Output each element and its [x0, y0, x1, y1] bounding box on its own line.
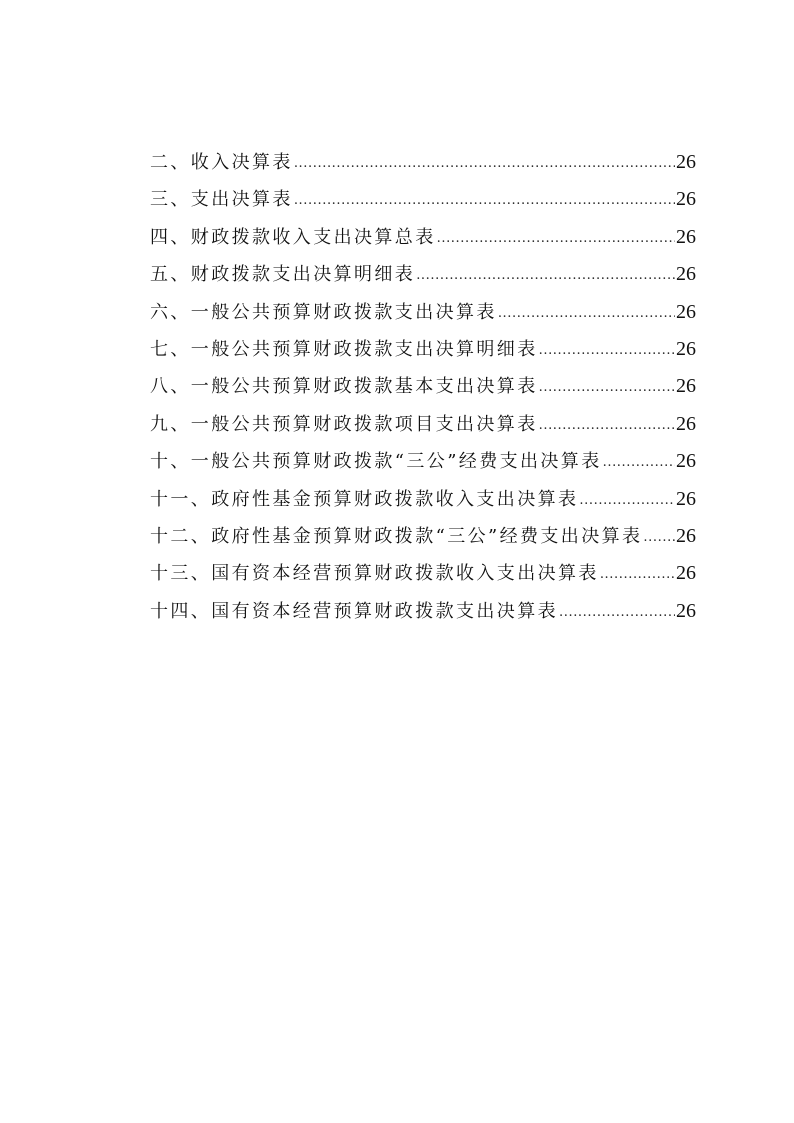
toc-entry-5[interactable]	[150, 256, 696, 293]
toc-dot-leader	[579, 480, 675, 519]
toc-entry-label: 十一、政府性基金预算财政拨款收入支出决算表	[150, 488, 579, 510]
toc-entry-label: 四、财政拨款收入支出决算总表	[150, 226, 436, 248]
toc-entry-10[interactable]	[150, 443, 696, 480]
toc-entry-label: 九、一般公共预算财政拨款项目支出决算表	[150, 413, 538, 435]
toc-page-number: 26	[676, 562, 696, 585]
toc-entry-6[interactable]	[150, 294, 696, 331]
toc-page-number: 26	[676, 225, 696, 248]
toc-entry-12[interactable]	[150, 518, 696, 555]
toc-page-number: 26	[676, 300, 696, 323]
toc-page-number: 26	[676, 450, 696, 473]
toc-entry-label: 五、财政拨款支出决算明细表	[150, 264, 416, 286]
toc-entry-label: 六、一般公共预算财政拨款支出决算表	[150, 301, 497, 323]
toc-entry-13[interactable]	[150, 555, 696, 592]
toc-dot-leader	[294, 143, 675, 182]
toc-page-number: 26	[676, 487, 696, 510]
toc-page-number: 26	[676, 188, 696, 211]
toc-entry-2[interactable]	[150, 144, 696, 181]
toc-dot-leader	[437, 218, 675, 257]
toc-entry-label: 十、一般公共预算财政拨款“三公”经费支出决算表	[150, 451, 602, 473]
toc-dot-leader	[498, 293, 675, 332]
toc-page-number: 26	[676, 599, 696, 622]
toc-entry-label: 十四、国有资本经营预算财政拨款支出决算表	[150, 600, 558, 622]
toc-dot-leader	[416, 255, 675, 294]
toc-entry-label: 三、支出决算表	[150, 189, 293, 211]
toc-entry-label: 二、收入决算表	[150, 152, 293, 173]
toc-page-number: 26	[676, 337, 696, 360]
toc-page-number: 26	[676, 263, 696, 286]
toc-entry-label: 十二、政府性基金预算财政拨款“三公”经费支出决算表	[150, 525, 643, 547]
toc-entry-label: 八、一般公共预算财政拨款基本支出决算表	[150, 376, 538, 398]
toc-dot-leader	[603, 442, 675, 481]
toc-dot-leader	[643, 517, 675, 556]
toc-entry-7[interactable]	[150, 331, 696, 368]
toc-entry-label: 十三、国有资本经营预算财政拨款收入支出决算表	[150, 563, 599, 585]
toc-entry-8[interactable]	[150, 368, 696, 405]
toc-dot-leader	[539, 367, 675, 406]
toc-entry-4[interactable]	[150, 219, 696, 256]
toc-entry-label: 七、一般公共预算财政拨款支出决算明细表	[150, 338, 538, 360]
toc-entry-11[interactable]	[150, 481, 696, 518]
toc-dot-leader	[294, 180, 675, 219]
toc-dot-leader	[539, 330, 675, 369]
toc-entry-9[interactable]	[150, 406, 696, 443]
toc-page-number: 26	[676, 151, 696, 173]
toc-entry-14[interactable]	[150, 593, 696, 630]
toc-page-number: 26	[676, 412, 696, 435]
toc-page-number: 26	[676, 524, 696, 547]
toc-dot-leader	[600, 554, 675, 593]
toc-dot-leader	[539, 405, 675, 444]
toc-page-number: 26	[676, 375, 696, 398]
table-of-contents	[150, 144, 696, 630]
toc-dot-leader	[559, 592, 675, 631]
toc-entry-3[interactable]	[150, 181, 696, 218]
